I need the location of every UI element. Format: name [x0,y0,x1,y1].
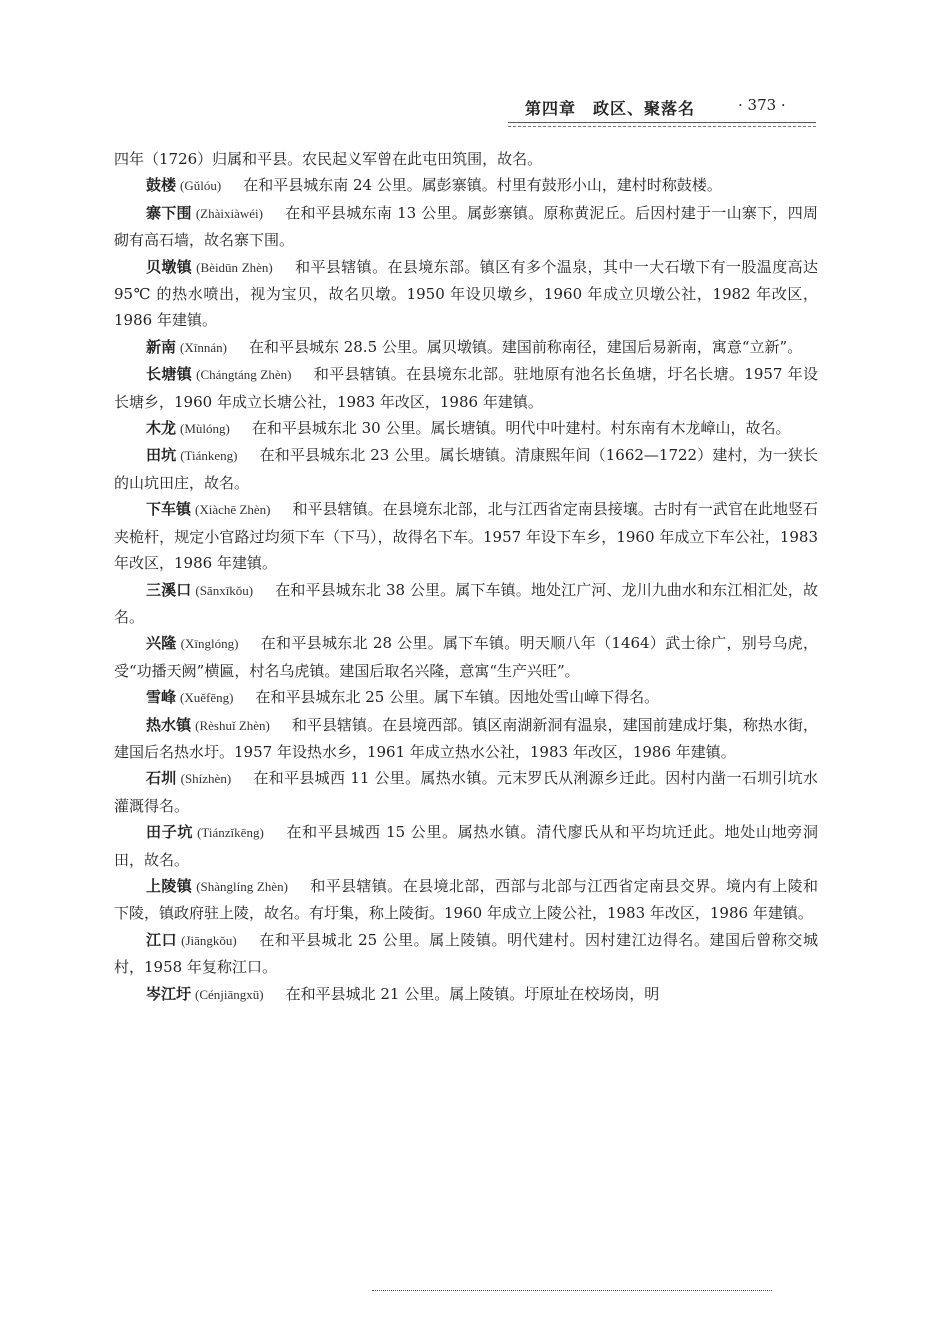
entry-text: 在和平县城西 15 公里。属热水镇。清代廖氏从和平均坑迁此。地处山地旁洞田，故名。 [114,823,818,869]
entry-text: 和平县辖镇。在县境东北部，北与江西省定南县接壤。古时有一武官在此地竖石夹桅杆，规定小官路过均须下车（下马），故得名下车。1957 年设下车乡，1960 年成立下车公社，1983 年改区，1986 年建镇。 [114,500,818,573]
entry-text: 在和平县城北 21 公里。属上陵镇。圩原址在校场岗，明 [285,984,660,1003]
header-rule [508,122,816,123]
entry-paragraph [114,254,818,334]
entry-term: 寨下围 [146,203,192,222]
entry-term: 贝墩镇 [146,257,193,276]
entry-paragraph [114,819,818,873]
entry-term: 田坑 [146,446,177,465]
entry-list [114,172,818,1008]
entry-paragraph [114,334,818,361]
entry-pinyin: (Tiánzǐkēng) [197,825,264,841]
page-number: · 373 · [738,96,786,114]
entry-paragraph [114,684,818,711]
entry-paragraph [114,873,818,927]
entry-pinyin: (Jiāngkǒu) [181,932,237,948]
entry-text: 在和平县城东北 38 公里。属下车镇。地处江广河、龙川九曲水和东江相汇处，故名。 [114,580,818,626]
footer-rule [372,1290,772,1291]
entry-pinyin: (Rèshuǐ Zhèn) [195,717,270,733]
entry-term: 木龙 [146,419,177,438]
entry-paragraph [114,200,818,254]
entry-text: 和平县辖镇。在县境北部，西部与北部与江西省定南县交界。境内有上陵和下陵，镇政府驻上陵，故名。有圩集，称上陵街。1960 年成立上陵公社，1983 年改区，1986 年建镇。 [114,876,818,923]
entry-pinyin: (Mùlóng) [180,421,230,437]
entry-pinyin: (Xīnglóng) [180,636,239,652]
entry-pinyin: (Xiàchē Zhèn) [195,502,271,518]
entry-pinyin: (Sānxīkǒu) [195,582,254,598]
entry-term: 兴隆 [146,634,177,653]
entry-pinyin: (Xuěfēng) [180,690,234,706]
chapter-title: 第四章 政区、聚落名 [525,99,696,118]
page-header [0,96,950,120]
entry-text: 在和平县城东 28.5 公里。属贝墩镇。建国前称南径，建国后易新南，寓意“立新”。 [248,337,803,356]
entry-text: 和平县辖镇。在县境东部。镇区有多个温泉，其中一大石墩下有一股温度高达 95℃ 的热水喷出，视为宝贝，故名贝墩。1950 年设贝墩乡，1960 年成立贝墩公社，1982 年改区，1986 年建镇。 [114,257,818,330]
entry-paragraph [114,927,818,981]
entry-pinyin: (Chángtáng Zhèn) [196,367,292,383]
opening-paragraph: 四年（1726）归属和平县。农民起义军曾在此屯田筑围，故名。 [114,150,543,168]
entry-paragraph [114,630,818,684]
entry-paragraph [114,712,818,766]
entry-term: 石圳 [146,769,177,788]
entry-term: 岑江圩 [146,984,192,1003]
entry-paragraph [114,415,818,442]
entry-term: 江口 [146,930,178,949]
entry-text: 在和平县城东北 30 公里。属长塘镇。明代中叶建村。村东南有木龙嶂山，故名。 [251,419,791,438]
entry-paragraph [114,361,818,415]
entry-pinyin: (Cénjiāngxū) [195,986,264,1002]
entry-text: 在和平县城东北 23 公里。属长塘镇。清康熙年间（1662—1722）建村，为一狭长的山坑田庄，故名。 [114,446,818,492]
entry-term: 下车镇 [146,500,192,519]
entry-paragraph [114,496,818,576]
entry-pinyin: (Zhàixiàwéi) [195,205,263,221]
entry-paragraph [114,442,818,496]
entry-term: 长塘镇 [146,365,193,384]
header-rule-dashed [508,126,816,127]
entry-term: 上陵镇 [146,876,193,895]
entry-pinyin: (Bèidūn Zhèn) [196,259,273,275]
entry-term: 雪峰 [146,688,177,707]
entry-pinyin: (Tiánkeng) [180,448,238,464]
entry-text: 在和平县城西 11 公里。属热水镇。元末罗氏从浰源乡迁此。因村内凿一石圳引坑水灌溉得名。 [114,769,818,815]
entry-pinyin: (Gǔlóu) [180,178,222,194]
entry-text: 在和平县城东北 28 公里。属下车镇。明天顺八年（1464）武士徐广，别号乌虎，受“功播天阙”横匾，村名乌虎镇。建国后取名兴隆，意寓“生产兴旺”。 [114,634,818,680]
entry-pinyin: (Shànglíng Zhèn) [196,878,288,894]
entry-pinyin: (Shízhèn) [180,771,232,787]
entry-term: 三溪口 [146,580,192,599]
entry-term: 新南 [146,337,177,356]
entry-text: 和平县辖镇。在县境东北部。驻地原有池名长鱼塘，圩名长塘。1957 年设长塘乡，1960 年成立长塘公社，1983 年改区，1986 年建镇。 [114,365,818,411]
entry-paragraph [114,981,818,1008]
entry-text: 在和平县城东南 13 公里。属彭寨镇。原称黄泥丘。后因村建于一山寨下，四周砌有高石墙，故名寨下围。 [114,203,818,250]
entry-paragraph [114,577,818,631]
entry-text: 在和平县城北 25 公里。属上陵镇。明代建村。因村建江边得名。建国后曾称交城村，1958 年复称江口。 [114,930,818,977]
entry-text: 和平县辖镇。在县境西部。镇区南湖新洞有温泉，建国前建成圩集，称热水街，建国后名热水圩。1957 年设热水乡，1961 年成立热水公社，1983 年改区，1986 年建镇。 [114,715,818,761]
document-body [114,146,818,1008]
entry-term: 热水镇 [146,715,192,734]
entry-pinyin: (Xīnnán) [180,339,227,355]
entry-paragraph [114,765,818,819]
entry-text: 在和平县城东南 24 公里。属彭寨镇。村里有鼓形小山，建村时称鼓楼。 [243,176,722,195]
entry-term: 田子坑 [146,823,194,842]
entry-term: 鼓楼 [146,176,177,195]
entry-text: 在和平县城东北 25 公里。属下车镇。因地处雪山嶂下得名。 [255,688,660,707]
entry-paragraph [114,172,818,199]
